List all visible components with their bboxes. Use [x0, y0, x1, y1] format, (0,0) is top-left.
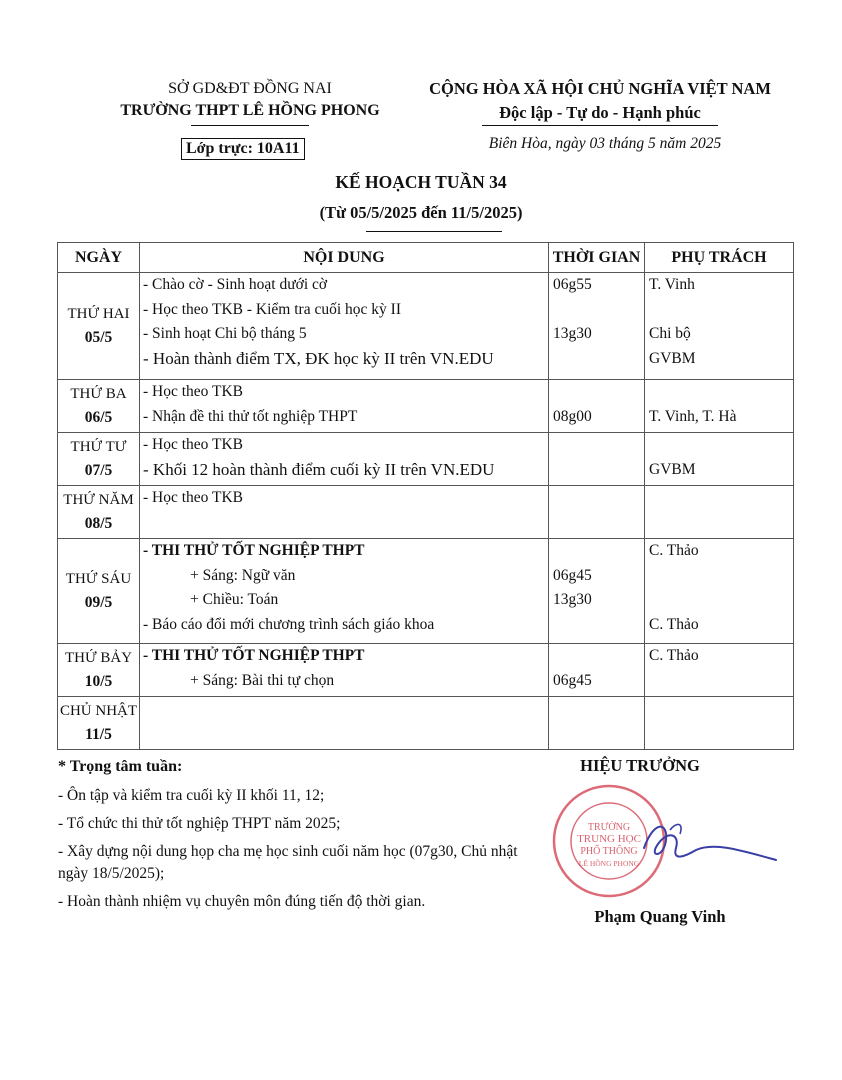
responsible-cell [645, 433, 794, 486]
time-value [549, 511, 644, 536]
day-date: 07/5 [84, 462, 113, 479]
content-cell [140, 697, 549, 750]
day-date: 10/5 [84, 673, 113, 690]
time-value: 06g55 [553, 276, 592, 293]
content-line: - Học theo TKB [143, 489, 244, 506]
responsible-value [645, 511, 793, 536]
responsible-value: T. Vinh, T. Hà [649, 407, 737, 425]
content-cell [140, 539, 549, 644]
focus-title: * Trọng tâm tuần: [58, 758, 183, 775]
principal-name: Phạm Quang Vinh [594, 907, 726, 926]
content-line: - Báo cáo đổi mới chương trình sách giáo khoa [143, 615, 435, 633]
day-name: THỨ SÁU [65, 571, 132, 587]
responsible-value [645, 564, 793, 589]
responsible-value: C. Thảo [649, 647, 699, 664]
time-value: 06g45 [553, 566, 592, 584]
table-row [58, 433, 794, 486]
responsible-cell [645, 486, 794, 539]
responsible-value: C. Thảo [649, 542, 699, 559]
time-cell [549, 380, 645, 433]
seal-line: TRUNG HỌC [577, 833, 641, 845]
principal-signature [640, 800, 780, 880]
time-cell [549, 273, 645, 380]
content-cell [140, 433, 549, 486]
day-date: 05/5 [84, 329, 113, 346]
content-line [140, 722, 548, 747]
day-cell [58, 697, 140, 750]
content-line: - Học theo TKB [143, 383, 244, 400]
seal-line: PHỔ THÔNG [580, 846, 638, 857]
schedule-table [57, 242, 794, 750]
day-cell [58, 486, 140, 539]
content-line: - Khối 12 hoàn thành điểm cuối kỳ II trên VN.EDU [143, 459, 495, 479]
content-line: - THI THỬ TỐT NGHIỆP THPT [143, 542, 365, 559]
table-row [58, 273, 794, 380]
day-cell [58, 539, 140, 644]
day-name: THỨ BẢY [64, 650, 133, 666]
time-value [549, 380, 644, 405]
time-value [549, 458, 644, 483]
table-header-row [58, 243, 794, 273]
header-responsible: PHỤ TRÁCH [645, 243, 794, 273]
responsible-cell [645, 273, 794, 380]
day-name: CHỦ NHẬT [59, 703, 138, 719]
department-name: SỞ GD&ĐT ĐỒNG NAI [168, 80, 332, 97]
responsible-value [645, 697, 793, 722]
responsible-value [645, 298, 793, 323]
day-name: THỨ HAI [67, 306, 130, 322]
content-line: - Học theo TKB - Kiểm tra cuối học kỳ II [143, 300, 401, 318]
content-line: + Sáng: Bài thi tự chọn [190, 671, 335, 689]
focus-item: - Ôn tập và kiểm tra cuối kỳ II khối 11, 12; [58, 787, 325, 804]
header-left [95, 78, 405, 126]
plan-subtitle: (Từ 05/5/2025 đến 11/5/2025) [319, 203, 523, 222]
time-cell [549, 697, 645, 750]
content-line: - Sinh hoạt Chi bộ tháng 5 [143, 325, 307, 342]
responsible-cell [645, 380, 794, 433]
content-cell [140, 273, 549, 380]
motto: Độc lập - Tự do - Hạnh phúc [499, 103, 701, 122]
focus-item: - Xây dựng nội dung họp cha mẹ học sinh cuối năm học (07g30, Chủ nhật ngày 18/5/2025); [58, 843, 518, 882]
table-row [58, 380, 794, 433]
content-line [140, 697, 548, 722]
table-row [58, 486, 794, 539]
day-name: THỨ BA [70, 386, 127, 402]
day-date: 06/5 [84, 409, 113, 426]
school-name: TRƯỜNG THPT LÊ HỒNG PHONG [120, 102, 380, 119]
responsible-value [645, 380, 793, 405]
focus-item: - Hoàn thành nhiệm vụ chuyên môn đúng tiến độ thời gian. [58, 893, 426, 910]
title-underline [366, 231, 502, 232]
responsible-value: T. Vinh [649, 276, 695, 293]
time-value [549, 644, 644, 669]
day-date: 08/5 [84, 515, 113, 532]
weekly-focus [58, 756, 538, 919]
time-value [549, 298, 644, 323]
seal-line: TRƯỜNG [587, 822, 631, 833]
time-value [549, 697, 644, 722]
responsible-value [645, 669, 793, 694]
content-cell [140, 486, 549, 539]
content-line: - Học theo TKB [143, 436, 244, 453]
time-value [549, 722, 644, 747]
content-line: - Chào cờ - Sinh hoạt dưới cờ [143, 276, 328, 293]
time-value: 13g30 [553, 325, 592, 342]
day-name: THỨ NĂM [63, 492, 134, 508]
nation-name: CỘNG HÒA XÃ HỘI CHỦ NGHĨA VIỆT NAM [429, 79, 771, 98]
header-right [405, 77, 795, 126]
responsible-value: GVBM [649, 460, 696, 478]
school-underline [191, 125, 309, 126]
principal-title: HIỆU TRƯỞNG [580, 756, 700, 775]
content-cell [140, 380, 549, 433]
day-date: 11/5 [85, 726, 112, 743]
content-line: + Chiều: Toán [190, 591, 279, 608]
responsible-cell [645, 644, 794, 697]
content-line: - Hoàn thành điểm TX, ĐK học kỳ II trên VN.EDU [143, 348, 494, 368]
content-line [140, 511, 548, 536]
place-date: Biên Hòa, ngày 03 tháng 5 năm 2025 [488, 135, 722, 152]
time-cell [549, 539, 645, 644]
responsible-value: GVBM [649, 349, 696, 367]
responsible-value [645, 486, 793, 511]
responsible-value [645, 433, 793, 458]
content-cell [140, 644, 549, 697]
responsible-value: Chi bộ [649, 325, 691, 342]
time-cell [549, 486, 645, 539]
responsible-cell [645, 539, 794, 644]
time-value [549, 539, 644, 564]
plan-title: KẾ HOẠCH TUẦN 34 [335, 172, 507, 192]
header-content: NỘI DUNG [140, 243, 549, 273]
table-row [58, 644, 794, 697]
content-line: + Sáng: Ngữ văn [190, 566, 296, 584]
motto-underline [482, 125, 718, 126]
time-value [549, 486, 644, 511]
day-cell [58, 273, 140, 380]
day-name: THỨ TƯ [70, 439, 127, 455]
focus-item: - Tổ chức thi thử tốt nghiệp THPT năm 2025; [58, 815, 341, 832]
responsible-value [645, 722, 793, 747]
time-value: 08g00 [553, 407, 592, 425]
time-cell [549, 644, 645, 697]
content-line: - THI THỬ TỐT NGHIỆP THPT [143, 647, 365, 664]
content-line: - Nhận đề thi thử tốt nghiệp THPT [143, 407, 358, 425]
time-value [549, 613, 644, 638]
time-value [549, 347, 644, 372]
time-value: 06g45 [553, 671, 592, 689]
header-time: THỜI GIAN [549, 243, 645, 273]
day-cell [58, 433, 140, 486]
seal-line: LÊ HỒNG PHONG [578, 859, 640, 868]
day-date: 09/5 [84, 594, 113, 611]
duty-class-box: Lớp trực: 10A11 [181, 138, 305, 160]
responsible-value [645, 588, 793, 613]
time-value: 13g30 [553, 591, 592, 608]
responsible-cell [645, 697, 794, 750]
day-cell [58, 644, 140, 697]
header-day: NGÀY [58, 243, 140, 273]
day-cell [58, 380, 140, 433]
table-row [58, 697, 794, 750]
responsible-value: C. Thảo [649, 615, 699, 633]
table-row [58, 539, 794, 644]
time-cell [549, 433, 645, 486]
time-value [549, 433, 644, 458]
